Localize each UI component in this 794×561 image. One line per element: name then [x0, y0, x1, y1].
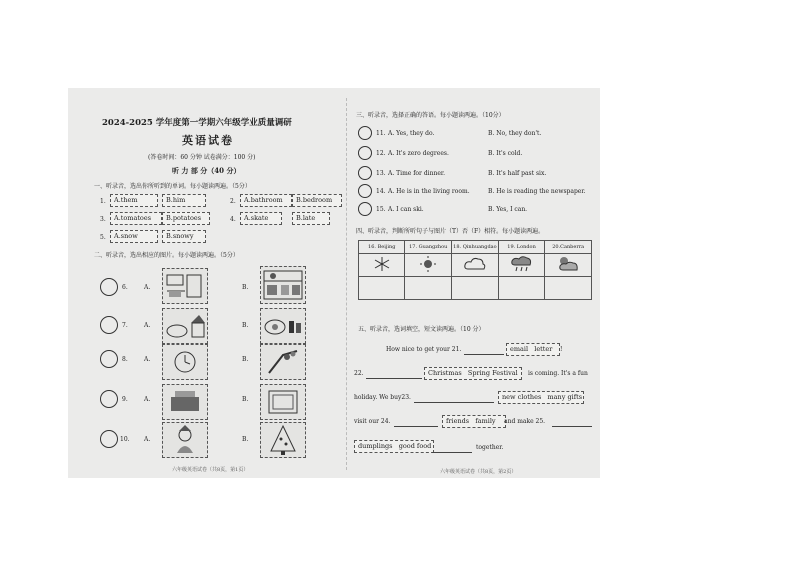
blank-24[interactable] — [394, 426, 438, 427]
living-room-icon — [261, 267, 305, 303]
bread-house-picture[interactable] — [162, 308, 208, 344]
weather-cell-19 — [498, 254, 545, 277]
option-spring-festival[interactable]: Spring Festival — [467, 369, 518, 377]
item-13-option-a[interactable]: A. Time for dinner. — [388, 170, 445, 177]
answer-circle-7[interactable] — [100, 316, 118, 334]
blank-25[interactable] — [552, 426, 592, 427]
exam-title: 2024-2025 学年度第一学期六年级学业质量调研 — [102, 118, 292, 128]
answer-cell-18[interactable] — [452, 277, 499, 300]
line1-text: How nice to get your 21. — [386, 346, 462, 353]
answer-cell-16[interactable] — [359, 277, 405, 300]
item-11-number: 11. — [376, 130, 386, 137]
option-good-food[interactable]: good food — [398, 442, 432, 450]
answer-circle-12[interactable] — [358, 146, 372, 160]
item-3-option-a[interactable]: A.tomatoes — [110, 212, 162, 225]
weather-cell-16 — [359, 254, 405, 277]
option-many-gifts[interactable]: many gifts — [547, 393, 583, 401]
clock-icon — [163, 345, 207, 379]
answer-circle-10[interactable] — [100, 430, 118, 448]
answer-cell-17[interactable] — [405, 277, 452, 300]
christmas-tree-picture[interactable] — [260, 422, 306, 458]
item-8-b-label: B. — [242, 356, 249, 363]
item-3-option-b[interactable]: B.potatoes — [162, 212, 210, 225]
item-12-option-b[interactable]: B. It's cold. — [488, 150, 523, 157]
line3-text: holiday. We buy23. — [354, 394, 411, 401]
blank-22[interactable] — [366, 378, 422, 379]
weather-cell-20 — [545, 254, 592, 277]
item-9-a-label: A. — [144, 396, 151, 403]
item-2-option-a[interactable]: A.bathroom — [240, 194, 292, 207]
item-1-option-b[interactable]: B.him — [162, 194, 206, 207]
weather-table — [358, 240, 592, 300]
answer-circle-9[interactable] — [100, 390, 118, 408]
cake-plate-picture[interactable] — [260, 308, 306, 344]
footer-left: 六年级英语试卷（共8页，第1页） — [172, 467, 249, 473]
item-14-option-b[interactable]: B. He is reading the newspaper. — [488, 188, 586, 195]
item-12-option-a[interactable]: A. It's zero degrees. — [388, 150, 449, 157]
cooking-picture[interactable] — [162, 384, 208, 420]
item-7-a-label: A. — [144, 322, 151, 329]
sun-cloud-icon — [556, 255, 580, 273]
christmas-tree-icon — [261, 423, 305, 457]
item-15-number: 15. — [376, 206, 386, 213]
line5-end: together. — [476, 444, 504, 451]
item-5-option-a[interactable]: A.snow — [110, 230, 158, 243]
answer-cell-20[interactable] — [545, 277, 592, 300]
answer-circle-15[interactable] — [358, 202, 372, 216]
item-10-a-label: A. — [144, 436, 151, 443]
city-london: 19. London — [498, 241, 545, 254]
options-22 — [424, 367, 522, 380]
options-21 — [506, 343, 563, 356]
blank-25-continued[interactable] — [432, 452, 472, 453]
item-9-b-label: B. — [242, 396, 249, 403]
item-6-number: 6. — [122, 284, 128, 291]
rain-icon — [510, 255, 534, 273]
line2-number: 22. — [354, 370, 364, 377]
item-8-a-label: A. — [144, 356, 151, 363]
answer-circle-6[interactable] — [100, 278, 118, 296]
section1-heading: 一、听录音，选出你所听到的单词。每小题读两遍。（5分） — [94, 183, 251, 190]
options-24 — [442, 415, 506, 428]
item-9-number: 9. — [122, 396, 128, 403]
answer-circle-8[interactable] — [100, 350, 118, 368]
clock-picture[interactable] — [162, 344, 208, 380]
weather-cell-17 — [405, 254, 452, 277]
footer-right: 六年级英语试卷（共8页，第2页） — [440, 469, 517, 475]
answer-circle-13[interactable] — [358, 166, 372, 180]
item-7-number: 7. — [122, 322, 128, 329]
weather-cell-18 — [452, 254, 499, 277]
option-letter[interactable]: letter — [534, 345, 553, 353]
item-12-number: 12. — [376, 150, 386, 157]
item-6-b-label: B. — [242, 284, 249, 291]
item-4-option-b[interactable]: B.late — [292, 212, 330, 225]
snowflake-icon — [371, 255, 393, 273]
tree-branch-icon — [261, 345, 305, 379]
item-13-number: 13. — [376, 170, 386, 177]
item-8-number: 8. — [122, 356, 128, 363]
exam-sheet — [68, 88, 600, 478]
section3-heading: 三、听录音，选择正确的答语。每小题读两遍。（10分） — [356, 112, 505, 119]
sun-icon — [417, 255, 439, 273]
item-6-a-label: A. — [144, 284, 151, 291]
item-14-option-a[interactable]: A. He is in the living room. — [388, 188, 470, 195]
item-4-number: 4. — [230, 216, 236, 223]
blank-21[interactable] — [464, 354, 504, 355]
item-3-number: 3. — [100, 216, 106, 223]
answer-circle-14[interactable] — [358, 184, 372, 198]
santa-icon — [163, 423, 207, 457]
item-11-option-a[interactable]: A. Yes, they do. — [388, 130, 435, 137]
city-guangzhou: 17. Guangzhou — [405, 241, 452, 254]
line4-text: visit our 24. — [354, 418, 391, 425]
city-qinhuangdao: 18. Qinhuangdao — [452, 241, 499, 254]
option-friends[interactable]: friends — [446, 417, 470, 425]
exam-info: (答卷时间：60 分钟 试卷满分：100 分) — [148, 154, 256, 161]
cloud-icon — [463, 255, 487, 273]
item-15-option-b[interactable]: B. Yes, I can. — [488, 206, 528, 213]
item-15-option-a[interactable]: A. I can ski. — [388, 206, 424, 213]
item-10-number: 10. — [120, 436, 130, 443]
cooking-icon — [163, 385, 207, 419]
line1-end: ! — [560, 346, 563, 353]
line2-text: is coming. It's a fun — [528, 370, 588, 377]
item-2-option-b[interactable]: B.bedroom — [292, 194, 342, 207]
item-13-option-b[interactable]: B. It's half past six. — [488, 170, 547, 177]
option-email[interactable]: email — [510, 345, 529, 353]
answer-cell-19[interactable] — [498, 277, 545, 300]
bread-house-icon — [163, 309, 207, 343]
option-new-clothes[interactable]: new clothes — [502, 393, 542, 401]
picture-frame-picture[interactable] — [260, 384, 306, 420]
item-1-option-a[interactable]: A.them — [110, 194, 158, 207]
cake-plate-icon — [261, 309, 305, 343]
section2-heading: 二、听录音，选出相应的图片。每小题读两遍。（5分） — [94, 252, 239, 259]
tree-branch-picture[interactable] — [260, 344, 306, 380]
item-10-b-label: B. — [242, 436, 249, 443]
options-23 — [498, 391, 584, 404]
living-room-picture[interactable] — [260, 266, 306, 304]
section4-heading: 四、听录音，判断所听句子与图片（T）否（F）相符。每小题读两遍。 — [356, 228, 545, 235]
item-1-number: 1. — [100, 198, 106, 205]
answer-circle-11[interactable] — [358, 126, 372, 140]
item-14-number: 14. — [376, 188, 386, 195]
city-canberra: 20.Canberra — [545, 241, 592, 254]
item-5-number: 5. — [100, 234, 106, 241]
city-beijing: 16. Beijing — [359, 241, 405, 254]
item-5-option-b[interactable]: B.snowy — [162, 230, 206, 243]
page-divider — [346, 98, 347, 470]
item-2-number: 2. — [230, 198, 236, 205]
option-christmas[interactable]: Christmas — [428, 369, 462, 377]
line4-mid: and make 25. — [504, 418, 546, 425]
blank-23[interactable] — [414, 402, 494, 403]
santa-picture[interactable] — [162, 422, 208, 458]
kitchen-picture[interactable] — [162, 268, 208, 304]
kitchen-icon — [163, 269, 207, 303]
exam-subject: 英语试卷 — [182, 134, 234, 147]
listening-part-heading: 听 力 部 分（40 分） — [172, 166, 241, 175]
section5-heading: 五、听录音，选词填空，短文读两遍。（10 分） — [358, 326, 485, 333]
item-11-option-b[interactable]: B. No, they don't. — [488, 130, 542, 137]
options-25 — [354, 440, 434, 453]
item-4-option-a[interactable]: A.skate — [240, 212, 282, 225]
option-dumplings[interactable]: dumplings — [358, 442, 393, 450]
picture-frame-icon — [261, 385, 305, 419]
item-7-b-label: B. — [242, 322, 249, 329]
option-family[interactable]: family — [475, 417, 496, 425]
